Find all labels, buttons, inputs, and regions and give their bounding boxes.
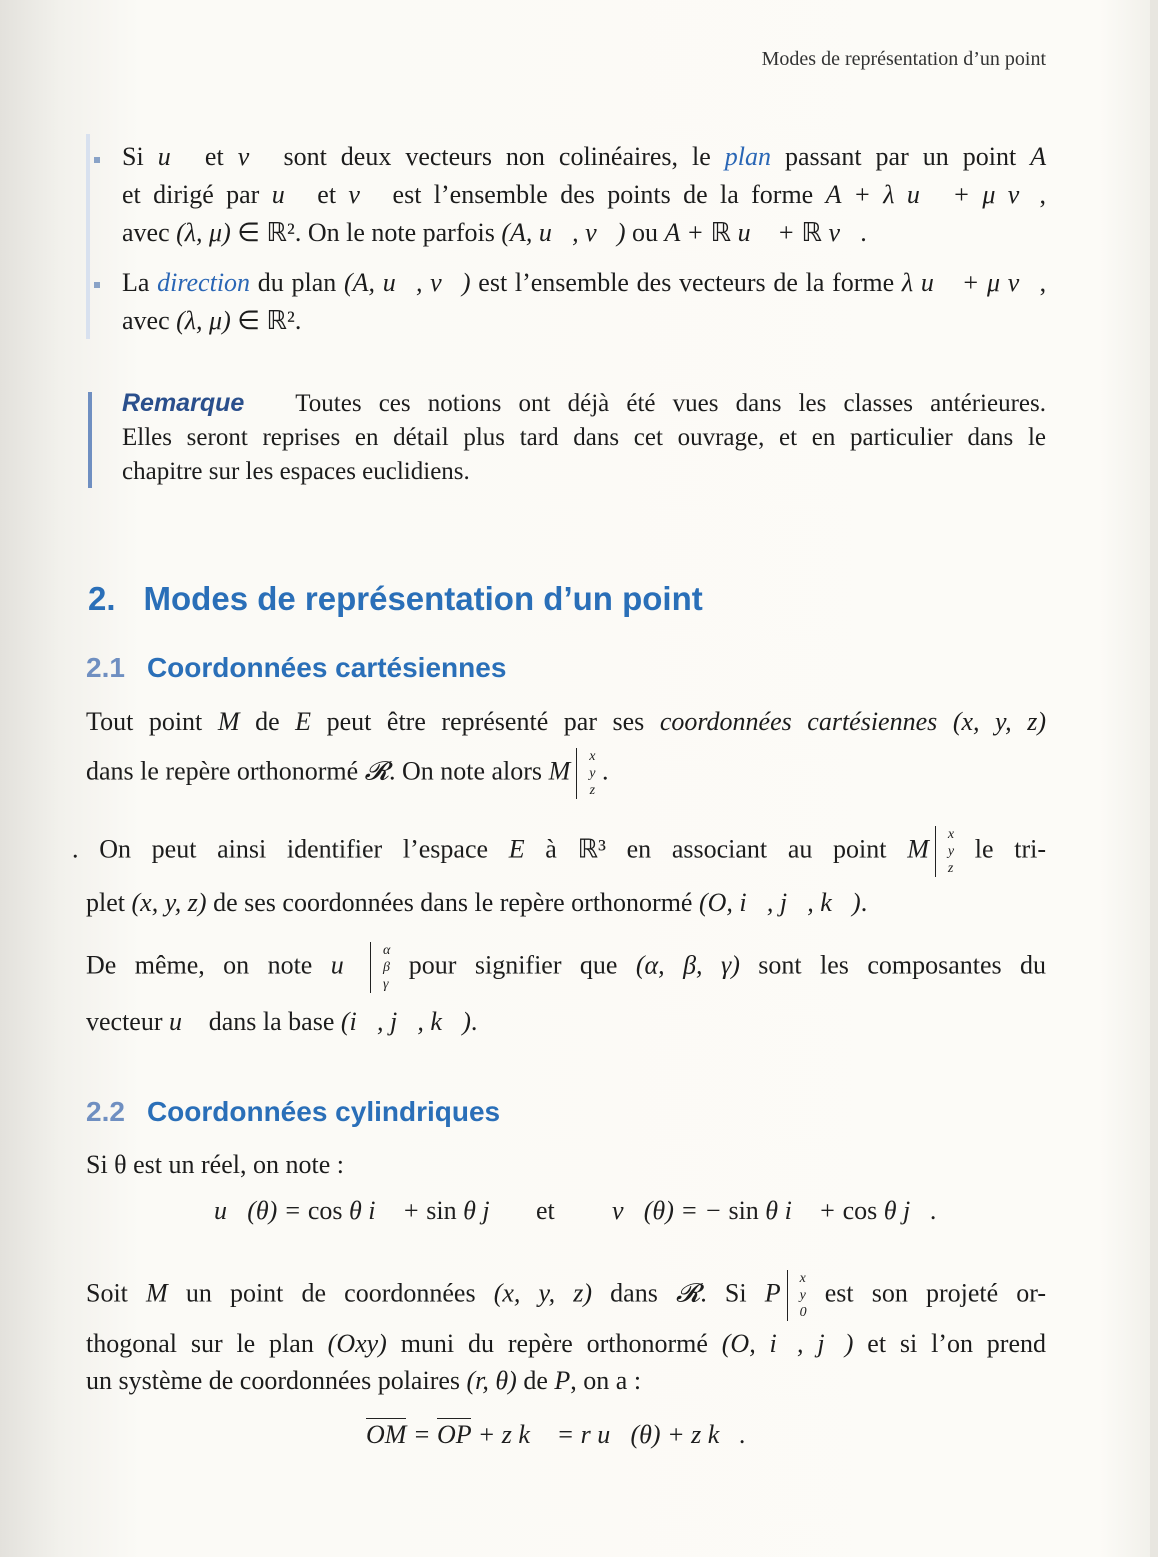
equation-u-theta: u⃗(θ) = cos θ i⃗ + sin θ j⃗ — [214, 1196, 510, 1225]
cylindrical-para1: Soit M un point de coordonnées (x, y, z) dans 𝓡. Si P x y 0 est son projeté or- — [86, 1271, 1047, 1320]
bullet-direction-line2: avec (λ, μ) ∈ ℝ². — [122, 306, 302, 335]
remark-line1: Remarque Toutes ces notions ont déjà été vues dans les classes antérieures. — [122, 389, 1046, 417]
cylindrical-para1-line2: thogonal sur le plan (Oxy) muni du repère orthonormé (O, i⃗, j⃗) et si l’on prend — [86, 1329, 1047, 1358]
subsection-heading-cartesian: 2.1 Coordonnées cartésiennes — [86, 652, 507, 683]
bullet-direction-line1: La direction du plan (A, u⃗, v⃗) est l’ensemble des vecteurs de la forme λ u⃗ + μ v⃗, — [122, 268, 1047, 297]
bullet-plan-line3: avec (λ, μ) ∈ ℝ². On le note parfois (A, u⃗, v⃗) ou A + ℝ u⃗ + ℝ v⃗. — [122, 218, 867, 247]
cartesian-para1-line2: dans le repère orthonormé 𝓡. On note alors M x y z . — [86, 749, 609, 798]
bullet-plan — [122, 138, 1046, 252]
cylindrical-intro: Si θ est un réel, on note : — [86, 1150, 344, 1179]
bullet-plan-line1: Si u⃗ et v⃗ sont deux vecteurs non colinéaires, le plan passant par un point A — [122, 142, 1047, 171]
remark-line2: Elles seront reprises en détail plus tard dans cet ouvrage, et en particulier dans le — [122, 424, 1046, 451]
remark-line3: chapitre sur les espaces euclidiens. — [122, 458, 470, 485]
equation-et: et — [536, 1196, 555, 1225]
definition-side-bar — [86, 134, 90, 339]
direction-term: direction — [157, 268, 251, 297]
cartesian-para2-line2: plet (x, y, z) de ses coordonnées dans le repère orthonormé (O, i⃗, j⃗, k⃗). — [86, 888, 868, 917]
plan-term: plan — [724, 142, 772, 171]
cartesian-para2: . On peut ainsi identifier l’espace E à ℝ³ en associant au point M x y z le tri- — [72, 827, 1046, 876]
bullet-direction — [122, 264, 1046, 340]
section-heading: 2. Modes de représentation d’un point — [88, 580, 703, 617]
bullet-marker — [94, 282, 100, 288]
bullet-plan-line2: et dirigé par u⃗ et v⃗ est l’ensemble des points de la forme A + λ u⃗ + μ v⃗, — [122, 180, 1047, 209]
running-header: Modes de représentation d’un point — [761, 48, 1046, 70]
page-edge — [1150, 0, 1158, 1557]
cartesian-para3-line2: vecteur u⃗ dans la base (i⃗, j⃗, k⃗). — [86, 1007, 478, 1036]
equation-om: OM = OP + z k⃗ = r u⃗(θ) + z k⃗. — [366, 1420, 747, 1449]
cartesian-para1: Tout point M de E peut être représenté par ses coordonnées cartésiennes (x, y, z) — [86, 707, 1046, 736]
cylindrical-para1-line3: un système de coordonnées polaires (r, θ) de P, on a : — [86, 1366, 642, 1395]
equation-v-theta: v⃗(θ) = − sin θ i⃗ + cos θ j⃗. — [612, 1196, 937, 1225]
remark-title: Remarque — [122, 389, 245, 417]
subsection-heading-cylindrical: 2.2 Coordonnées cylindriques — [86, 1096, 501, 1127]
remark-block — [122, 386, 1046, 489]
remark-bar — [88, 392, 92, 488]
bullet-marker — [94, 157, 100, 163]
cartesian-para3: De même, on note u⃗ α β γ pour signifier que (α, β, γ) sont les composantes du — [86, 943, 1047, 992]
